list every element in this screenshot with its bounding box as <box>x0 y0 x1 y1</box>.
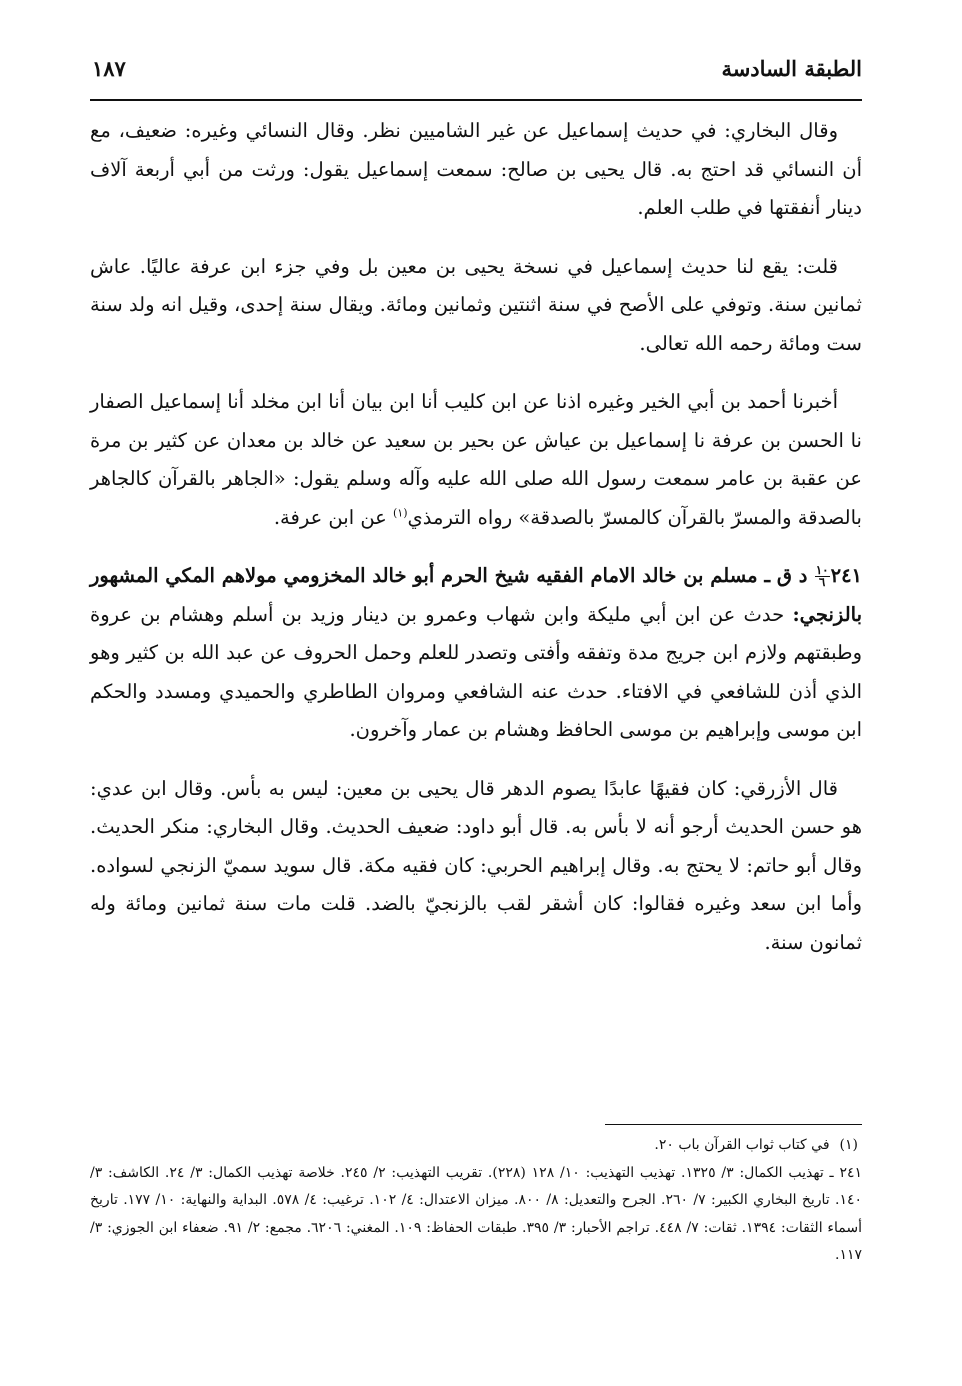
hadith-paragraph <box>90 383 862 537</box>
biography-entry <box>90 557 862 750</box>
references-number: ٢٤١ <box>839 1164 862 1181</box>
hadith-tail: عن ابن عرفة. <box>273 505 387 529</box>
entry-number: ٢٤١ <box>830 564 863 587</box>
footnote-text: في كتاب ثواب القرآن باب ٢٠. <box>654 1137 830 1153</box>
footnotes <box>90 1132 862 1270</box>
footnote-number: (١) <box>839 1137 858 1153</box>
paragraph: قلت: يقع لنا حديث إسماعيل في نسخة يحيى بن معين بل وفي جزء ابن عرفة عاليًا. عاش ثمانين سنة. وتوفي على الأصح في سنة اثنتين وثمانين ومائة. ويقال سنة إحدى، وقيل انه ولد سنة ست ومائة رحمه الله تعالى. <box>90 254 862 355</box>
fraction-numerator: ١٠ <box>815 563 829 577</box>
paragraph: وقال البخاري: في حديث إسماعيل عن غير الشاميين نظر. وقال النسائي وغيره: ضعيف، مع أن النسائي قد احتج به. قال يحيى بن صالح: سمعت إسماعيل يقول: ورثت من أبي أربعة آلاف دينار أنفقتها في طلب العلم. <box>90 119 862 219</box>
fraction-denominator: ٦ <box>818 575 826 589</box>
references-text: ـ تهذيب الكمال: ٣/ ١٣٢٥. تهذيب التهذيب: ١٠/ ١٢٨ (٢٢٨). تقريب التهذيب: ٢/ ٢٤٥. خلاصة تهذيب الكمال: ٣/ ٢٤. الكاشف: ٣/ ١٤٠. تاريخ البخاري الكبير: ٧/ ٢٦٠. الجرح والتعديل: ٨/ ٨٠٠. ميزان الاعتدال: ٤/ ١٠٢. ترغيب: ٤/ ٥٧٨. البداية والنهاية: ١٠/ ١٧٧. تاريخ أسماء الثقات: ١٣٩٤. ثقات: ٧/ ٤٤٨. تراجم الأحبار: ٣/ ٣٩٥. طبقات الحفاظ: ١٠٩. المغني: ٦٢٠٦. مجمع: ٢/ ٩١. ضعفاء ابن الجوزي: ٣/ ١١٧. <box>90 1164 863 1263</box>
running-title: الطبقة السادسة <box>721 56 862 81</box>
main-text <box>90 112 862 982</box>
entry-text: حدث عن ابن أبي مليكة وابن شهاب وعمرو بن دينار وزيد بن أسلم وهشام بن عروة وطبقتهم ولازم ابن جريج مدة وتفقه وأفتى وتصدر للعلم وحمل الحروف عن عبد الله بن كثير وهو الذي أذن للشافعي في الافتاء. حدث عنه الشافعي ومروان الطاطري والحميدي ومسدد والحكم ابن موسى وإبراهيم بن موسى الحافظ وهشام بن عمار وآخرون. <box>90 602 862 741</box>
entry-fraction <box>815 565 830 588</box>
paragraph: قال الأزرقي: كان فقيهًا عابدًا يصوم الدهر قال يحيى بن معين: ليس به بأس. وقال ابن عدي: هو حسن الحديث أرجو أنه لا بأس به. قال أبو داود: ضعيف الحديث. وقال البخاري: منكر الحديث. وقال أبو حاتم: لا يحتج به. وقال إبراهيم الحربي: كان فقيه مكة. قال سويد سميّ الزنجي لسواده. وأما ابن سعد وغيره فقالوا: كان أشقر لقب بالزنجيّ بالضد. قلت مات سنة ثمانين ومائة وله ثمانون سنة. <box>90 776 862 954</box>
hadith-text: أخبرنا أحمد بن أبي الخير وغيره اذنا عن ابن كليب أنا ابن بيان أنا ابن مخلد أنا إسماعيل الصفار نا الحسن بن عرفة نا إسماعيل بن عياش عن بحير بن سعيد عن خالد بن معدان عن كثير بن مرة عن عقبة بن عامر سمعت رسول الله صلى الله عليه وآله وسلم يقول: «الجاهر بالقرآن كالجاهر بالصدقة والمسرّ بالقرآن كالمسرّ بالصدقة» رواه الترمذي <box>90 390 862 529</box>
entry-heading: د ق ـ مسلم بن خالد الامام الفقيه شيخ الحرم أبو خالد المخزومي مولاهم المكي المشهور بالزنجي: <box>90 564 863 626</box>
footnote-rule <box>605 1124 862 1125</box>
page-number: ١٨٧ <box>92 56 126 81</box>
page-header <box>92 56 862 90</box>
footnote-1 <box>90 1132 862 1160</box>
footnote-reference: (١) <box>393 506 408 519</box>
source-references <box>90 1160 862 1270</box>
header-rule <box>90 99 862 101</box>
